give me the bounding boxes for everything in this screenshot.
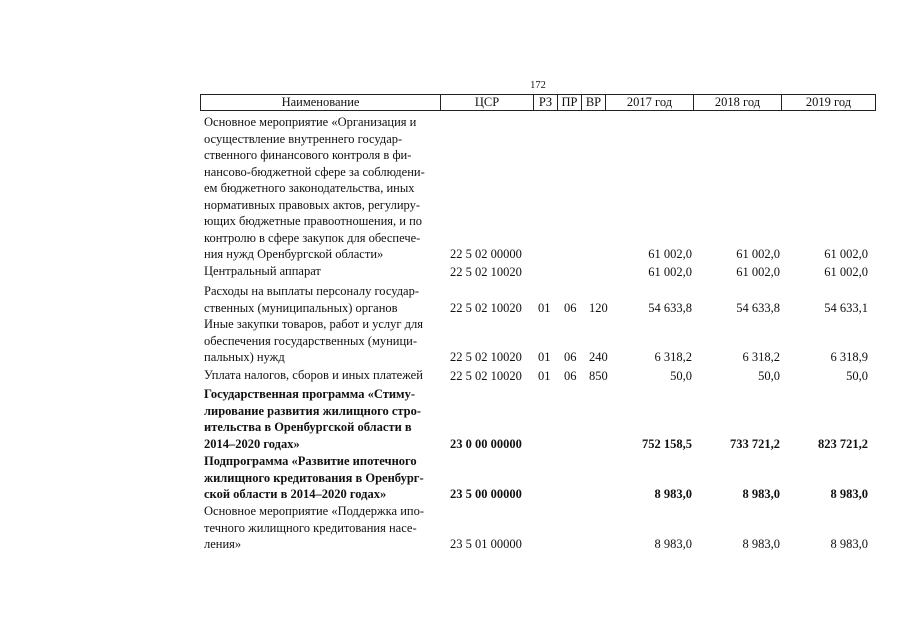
- row-csr: 22 5 02 10020: [450, 264, 522, 279]
- header-rz: РЗ: [533, 95, 557, 110]
- table-row: [0, 316, 905, 365]
- row-name: Государственная программа «Стиму- лирование развития жилищного стро- ительства в Оренбургской области в 2014–2020 годах»: [204, 387, 422, 451]
- row-value-2018: 6 318,2: [742, 349, 780, 364]
- row-vr: 240: [589, 349, 608, 364]
- row-value-2017: 50,0: [670, 368, 692, 383]
- row-value-2019: 8 983,0: [830, 536, 868, 551]
- row-value-2019: 823 721,2: [818, 436, 868, 451]
- row-pr: 06: [564, 368, 577, 383]
- row-value-2018: 54 633,8: [736, 300, 780, 315]
- row-value-2019: 8 983,0: [830, 486, 868, 501]
- row-vr: 850: [589, 368, 608, 383]
- header-2018: 2018 год: [693, 95, 781, 110]
- row-value-2019: 50,0: [846, 368, 868, 383]
- table-row: [0, 114, 905, 262]
- table-header: [200, 94, 876, 111]
- row-name: Расходы на выплаты персоналу государ- ственных (муниципальных) органов: [204, 284, 420, 315]
- row-value-2018: 61 002,0: [736, 246, 780, 261]
- header-pr: ПР: [557, 95, 581, 110]
- row-name: Основное мероприятие «Организация и осуществление внутреннего государ- ственного финансового контроля в фи- нансово-бюджетной сфере за соблюдени- ем бюджетного законодательства, иных нормативных правовых актов, регулиру- ющих бюджетные правоотношения, и по контролю в сфере закупок для обеспече- ния нужд Оренбургской области»: [204, 115, 425, 261]
- header-2017: 2017 год: [605, 95, 693, 110]
- row-value-2019: 6 318,9: [830, 349, 868, 364]
- row-value-2018: 61 002,0: [736, 264, 780, 279]
- row-pr: 06: [564, 300, 577, 315]
- row-rz: 01: [538, 300, 551, 315]
- row-value-2017: 8 983,0: [654, 536, 692, 551]
- row-rz: 01: [538, 349, 551, 364]
- header-name: Наименование: [281, 95, 360, 109]
- table-row: [0, 453, 905, 502]
- header-2019: 2019 год: [781, 95, 875, 110]
- row-value-2018: 733 721,2: [730, 436, 780, 451]
- row-value-2019: 61 002,0: [824, 246, 868, 261]
- row-value-2017: 8 983,0: [654, 486, 692, 501]
- row-csr: 23 5 00 00000: [450, 486, 522, 501]
- row-value-2017: 61 002,0: [648, 246, 692, 261]
- row-value-2017: 752 158,5: [642, 436, 692, 451]
- row-value-2019: 61 002,0: [824, 264, 868, 279]
- table-row: [0, 386, 905, 452]
- row-name: Уплата налогов, сборов и иных платежей: [204, 368, 423, 382]
- row-name: Иные закупки товаров, работ и услуг для обеспечения государственных (муници- пальных) нужд: [204, 317, 424, 364]
- row-csr: 22 5 02 10020: [450, 368, 522, 383]
- row-csr: 22 5 02 00000: [450, 246, 522, 261]
- row-value-2017: 61 002,0: [648, 264, 692, 279]
- row-vr: 120: [589, 300, 608, 315]
- row-value-2017: 54 633,8: [648, 300, 692, 315]
- row-value-2019: 54 633,1: [824, 300, 868, 315]
- table-row: [0, 283, 905, 316]
- row-rz: 01: [538, 368, 551, 383]
- row-csr: 22 5 02 10020: [450, 300, 522, 315]
- row-value-2017: 6 318,2: [654, 349, 692, 364]
- row-csr: 22 5 02 10020: [450, 349, 522, 364]
- row-name: Подпрограмма «Развитие ипотечного жилищного кредитования в Оренбург- ской области в 2014–2020 годах»: [204, 454, 424, 501]
- table-row: [0, 503, 905, 552]
- table-row: [0, 263, 905, 280]
- row-pr: 06: [564, 349, 577, 364]
- table-row: [0, 367, 905, 384]
- header-csr: ЦСР: [440, 95, 533, 110]
- row-value-2018: 8 983,0: [742, 486, 780, 501]
- header-vr: ВР: [581, 95, 605, 110]
- row-csr: 23 5 01 00000: [450, 536, 522, 551]
- row-name: Центральный аппарат: [204, 264, 321, 278]
- row-value-2018: 8 983,0: [742, 536, 780, 551]
- row-name: Основное мероприятие «Поддержка ипо- течного жилищного кредитования насе- ления»: [204, 504, 425, 551]
- page-number: 172: [530, 80, 546, 91]
- row-csr: 23 0 00 00000: [450, 436, 522, 451]
- row-value-2018: 50,0: [758, 368, 780, 383]
